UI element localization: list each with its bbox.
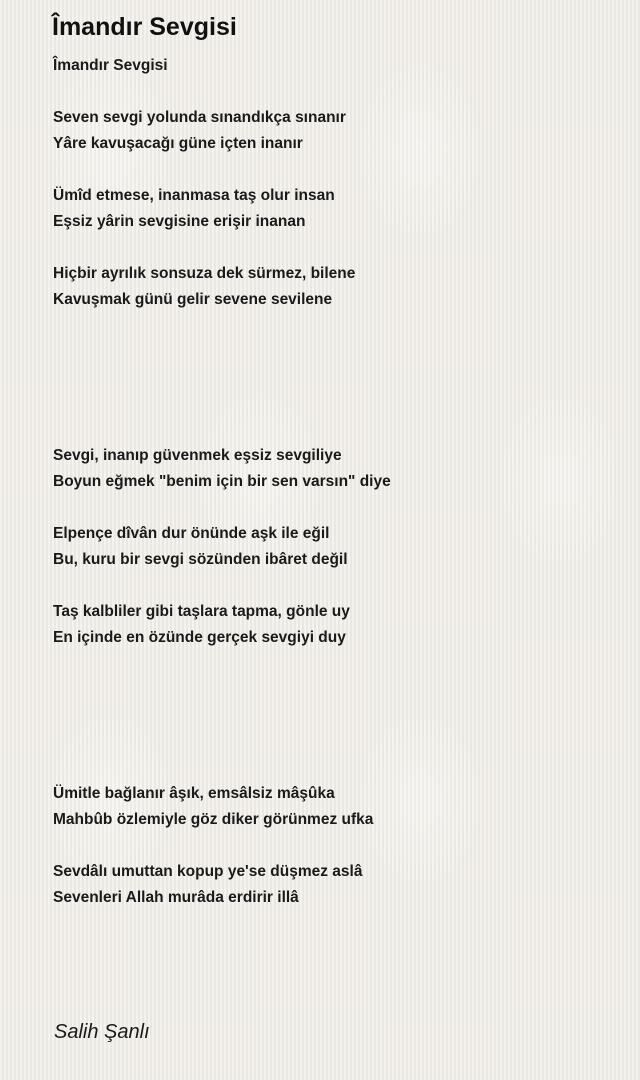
stanza: [53, 599, 613, 651]
stanza: [53, 443, 613, 495]
poem-line: Ümîd etmese, inanmasa taş olur insan: [53, 187, 335, 204]
poem-line: Hiçbir ayrılık sonsuza dek sürmez, bilene: [53, 265, 356, 282]
poem-line: Sevenleri Allah murâda erdirir illâ: [53, 889, 299, 906]
poem-subtitle: Îmandır Sevgisi: [53, 57, 168, 74]
poem-line: Sevdâlı umuttan kopup ye'se düşmez aslâ: [53, 863, 363, 880]
poem-body: [53, 53, 613, 937]
stanza: [53, 781, 613, 833]
poem-line: Mahbûb özlemiyle göz diker görünmez ufka: [53, 811, 374, 828]
stanza: [53, 183, 613, 235]
poem-line: Bu, kuru bir sevgi sözünden ibâret değil: [53, 551, 348, 568]
stanza: [53, 261, 613, 313]
stanza: [53, 521, 613, 573]
stanza: [53, 859, 613, 911]
poem-line: Sevgi, inanıp güvenmek eşsiz sevgiliye: [53, 447, 342, 464]
poem-line: Yâre kavuşacağı güne içten inanır: [53, 135, 303, 152]
poem-line: Elpençe dîvân dur önünde aşk ile eğil: [53, 525, 330, 542]
poem-line: Ümitle bağlanır âşık, emsâlsiz mâşûka: [53, 785, 335, 802]
poem-line: Taş kalbliler gibi taşlara tapma, gönle uy: [53, 603, 350, 620]
author-name: Salih Şanlı: [54, 1021, 150, 1043]
page-title: Îmandır Sevgisi: [52, 13, 237, 41]
poem-line: En içinde en özünde gerçek sevgiyi duy: [53, 629, 346, 646]
poem-line: Eşsiz yârin sevgisine erişir inanan: [53, 213, 306, 230]
poem-line: Boyun eğmek "benim için bir sen varsın" diye: [53, 473, 391, 490]
poem-line: Kavuşmak günü gelir sevene sevilene: [53, 291, 333, 308]
stanza: [53, 105, 613, 157]
poem-line: Seven sevgi yolunda sınandıkça sınanır: [53, 109, 346, 126]
